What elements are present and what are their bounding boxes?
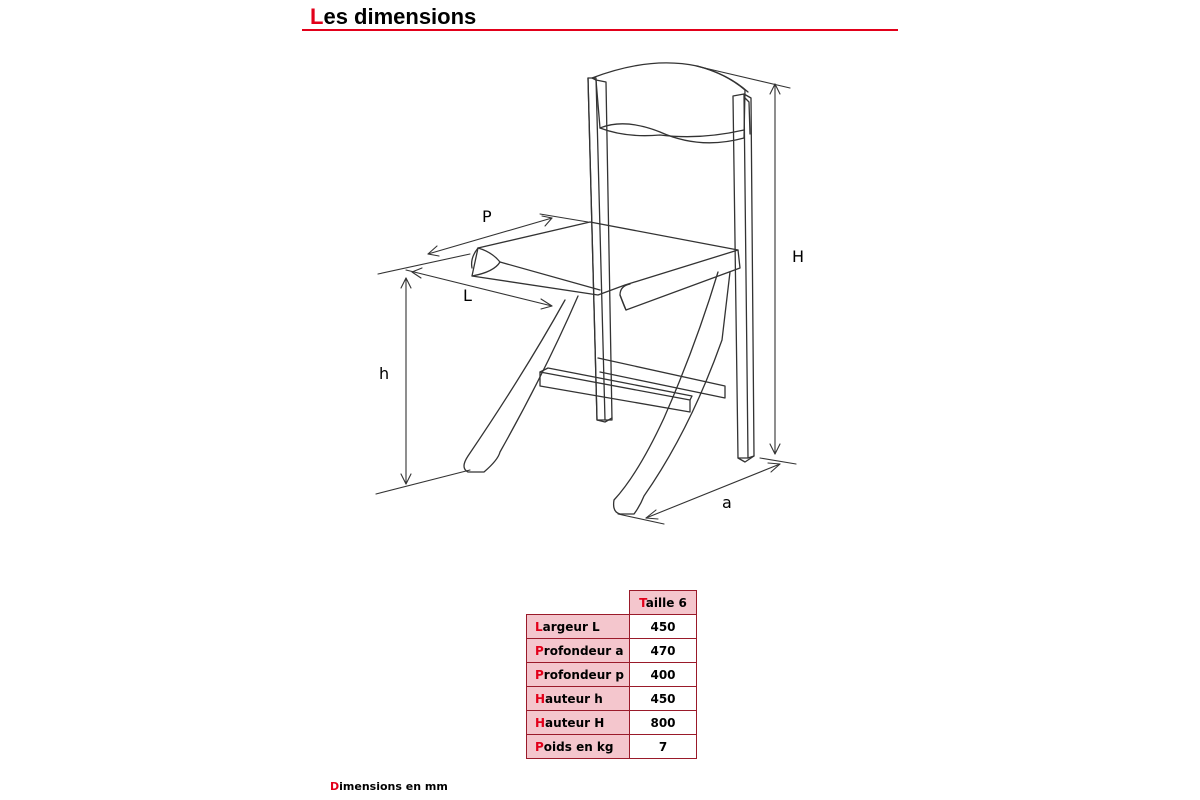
footnote-rest: imensions en mm <box>339 780 448 793</box>
chair-front-legs <box>464 272 730 514</box>
dimensions-table <box>526 590 697 759</box>
table-header-row <box>527 591 697 615</box>
table-row <box>527 639 697 663</box>
row-value: 800 <box>630 711 697 735</box>
table-row <box>527 687 697 711</box>
chair-stretchers <box>540 358 725 412</box>
table-row <box>527 735 697 759</box>
row-label: Poids en kg <box>527 735 630 759</box>
row-label: Profondeur a <box>527 639 630 663</box>
dimension-a-line <box>618 463 780 524</box>
table-corner-cell <box>527 591 630 615</box>
row-label: Hauteur h <box>527 687 630 711</box>
dimension-label-L: L <box>463 286 472 305</box>
chair-backrest <box>592 63 748 143</box>
title-first-letter: L <box>310 4 324 29</box>
title-rest: es dimensions <box>323 4 477 29</box>
dimension-label-a: a <box>722 493 732 512</box>
dimension-label-H: H <box>792 247 805 266</box>
dimension-label-P: P <box>482 207 492 226</box>
units-footnote <box>330 780 448 793</box>
table-row <box>527 663 697 687</box>
chair-seat <box>472 222 740 310</box>
row-value: 7 <box>630 735 697 759</box>
row-value: 450 <box>630 615 697 639</box>
footnote-first-letter: D <box>330 780 340 793</box>
dimension-label-h: h <box>379 364 390 383</box>
row-value: 470 <box>630 639 697 663</box>
table-row <box>527 711 697 735</box>
row-value: 450 <box>630 687 697 711</box>
row-label: Profondeur p <box>527 663 630 687</box>
row-label: Largeur L <box>527 615 630 639</box>
row-value: 400 <box>630 663 697 687</box>
row-label: Hauteur H <box>527 711 630 735</box>
dimension-h-line <box>376 278 470 494</box>
column-header-size: Taille 6 <box>630 591 697 615</box>
table-row <box>527 615 697 639</box>
